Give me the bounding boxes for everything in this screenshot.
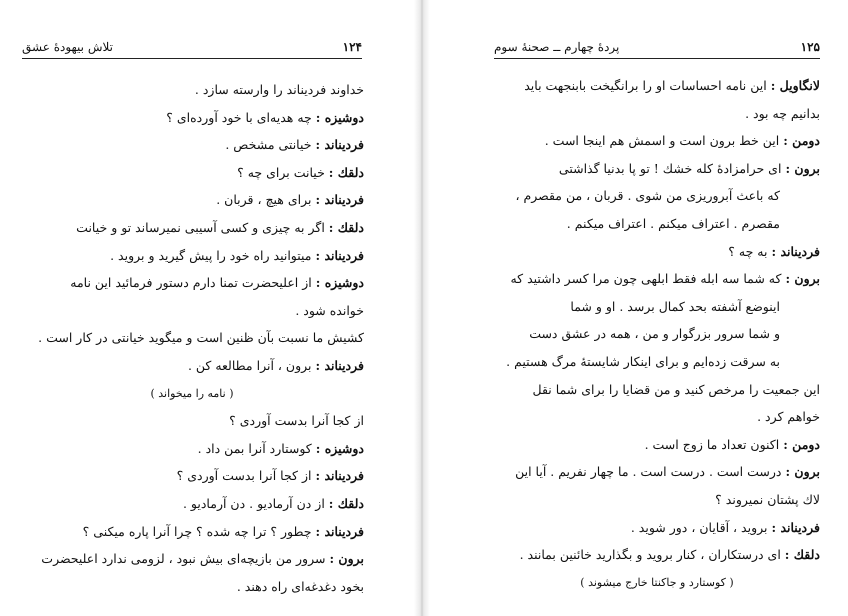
speaker-name: دلقك : (328, 495, 364, 511)
dialogue-line (20, 214, 364, 242)
dialogue-line (494, 182, 820, 210)
speaker-name: فردیناند : (315, 137, 364, 153)
stage-direction (20, 380, 364, 408)
left-page-header (22, 38, 362, 59)
dialogue-line (20, 297, 364, 325)
line-text: ای درستکاران ، کنار بروید و بگذارید خائنین بمانند . (519, 547, 781, 563)
line-text: مقصرم . اعتراف میکنم . اعتراف میکنم . (566, 215, 780, 231)
dialogue-line (20, 573, 364, 601)
speaker-name: لانگاویل : (770, 78, 820, 93)
dialogue-line (20, 518, 364, 546)
dialogue-line (20, 407, 364, 435)
line-text: ( کوستارد و جاکنتا خارج میشوند ) (580, 575, 734, 589)
speaker-name: فردیناند : (315, 357, 364, 373)
speaker-name: دلقك : (328, 164, 364, 180)
dialogue-line (20, 269, 364, 297)
line-text: ای حرامزادهٔ کله خشك ! تو پا بدنیا گذاشتی (558, 160, 782, 176)
dialogue-line (20, 352, 364, 380)
right-page-header (494, 38, 820, 59)
speaker-name: دوشیزه : (315, 275, 364, 291)
line-text: کوستارد آنرا بمن داد . (197, 440, 312, 456)
line-text: برون ، آنرا مطالعه کن . (187, 357, 312, 373)
line-text: چطور ؟ ترا چه شده ؟ چرا آنرا پاره میکنی ؟ (82, 523, 312, 539)
dialogue-line (494, 127, 820, 155)
right-page-body (494, 72, 820, 596)
speaker-name: دومن : (783, 133, 820, 149)
line-text: خوانده شود . (295, 302, 364, 318)
line-text: سرور من بازیچه‌ای بیش نبود ، لزومی ندارد اعلیحضرت (41, 551, 326, 567)
dialogue-line (20, 242, 364, 270)
line-text: که شما سه ابله فقط ابلهی چون مرا کسر داشتید که (510, 271, 782, 287)
dialogue-line (20, 324, 364, 352)
line-text: این جمعیت را مرخص کنید و من قضایا را برای شما نقل (532, 381, 820, 397)
speaker-name: برون : (785, 160, 820, 176)
speaker-name: دلقك : (328, 219, 364, 235)
line-text: اکنون تعداد ما زوج است . (644, 436, 780, 452)
speaker-name: فردیناند : (315, 192, 364, 208)
line-text: اینوضع آشفته بحد کمال برسد . او و شما (570, 298, 780, 314)
line-text: از دن آرمادیو . دن آرمادیو . (182, 495, 325, 511)
speaker-name: فردیناند : (771, 243, 820, 259)
dialogue-line (20, 545, 364, 573)
stage-direction (494, 569, 820, 597)
page-number: ۱۲۴ (342, 40, 362, 54)
line-text: از کجا آنرا بدست آوردی ؟ (176, 468, 312, 484)
line-text: این نامه احساسات او را برانگیخت بابنجهت باید (524, 78, 767, 93)
line-text: و شما سرور بزرگوار و من ، همه در عشق دست (529, 326, 780, 342)
line-text: لاك پشتان نمیروند ؟ (715, 491, 820, 507)
dialogue-line (494, 376, 820, 404)
book-gutter (414, 0, 430, 616)
dialogue-line (20, 159, 364, 187)
dialogue-line (20, 462, 364, 490)
dialogue-line (20, 435, 364, 463)
line-text: که باعث آبروریزی من شوی . قربان ، من مقصرم ، (515, 188, 780, 204)
speaker-name: برون : (785, 271, 820, 287)
speaker-name: فردیناند : (771, 519, 820, 535)
dialogue-line (494, 458, 820, 486)
line-text: به سرقت زده‌ایم و برای اینکار شایستهٔ مرگ هستیم . (506, 353, 780, 369)
dialogue-line (494, 348, 820, 376)
speaker-name: دوشیزه : (315, 440, 364, 456)
page-number: ۱۲۵ (800, 40, 820, 54)
line-text: از اعلیحضرت تمنا دارم دستور فرمائید این نامه (70, 275, 312, 291)
dialogue-line (494, 72, 820, 100)
running-title: تلاش بیهودهٔ عشق (22, 40, 113, 54)
dialogue-line (494, 293, 820, 321)
dialogue-line (494, 238, 820, 266)
dialogue-line (20, 131, 364, 159)
line-text: خداوند فردیناند را وارسته سازد . (194, 82, 364, 97)
line-text: برای هیچ ، قربان . (216, 192, 312, 208)
line-text: درست است . درست است . ما چهار نفریم . آیا این (515, 464, 782, 480)
line-text: کشیش ما نسبت بآن ظنین است و میگوید خیانتی در کار است . (38, 330, 364, 346)
dialogue-line (494, 514, 820, 542)
dialogue-line (494, 486, 820, 514)
dialogue-line (20, 76, 364, 104)
dialogue-line (494, 541, 820, 569)
line-text: میتوانید راه خود را پیش گیرید و بروید . (110, 247, 312, 263)
dialogue-line (20, 186, 364, 214)
speaker-name: دلقك : (784, 547, 820, 563)
line-text: بخود دغدغه‌ای راه دهند . (236, 578, 364, 594)
speaker-name: برون : (785, 464, 820, 480)
speaker-name: فردیناند : (315, 247, 364, 263)
line-text: از کجا آنرا بدست آوردی ؟ (229, 413, 364, 429)
dialogue-line (20, 490, 364, 518)
line-text: به چه ؟ (728, 243, 768, 259)
line-text: این خط برون است و اسمش هم اینجا است . (544, 133, 780, 149)
right-page (430, 0, 848, 616)
dialogue-line (20, 104, 364, 132)
line-text: خیانتی مشخص . (225, 137, 312, 153)
running-title: پردهٔ چهارم ــ صحنهٔ سوم (494, 40, 620, 54)
speaker-name: برون : (329, 551, 364, 567)
line-text: بدانیم چه بود . (745, 105, 820, 121)
left-page-body (20, 76, 364, 600)
speaker-name: دوشیزه : (315, 109, 364, 125)
speaker-name: فردیناند : (315, 523, 364, 539)
dialogue-line (494, 403, 820, 431)
left-page (0, 0, 414, 616)
line-text: ( نامه را میخواند ) (150, 386, 234, 400)
line-text: چه هدیه‌ای با خود آورده‌ای ؟ (166, 109, 312, 125)
line-text: اگر به چیزی و کسی آسیبی نمیرساند تو و خیانت (76, 219, 325, 235)
dialogue-line (494, 210, 820, 238)
speaker-name: فردیناند : (315, 468, 364, 484)
line-text: بروید ، آقایان ، دور شوید . (630, 519, 768, 535)
dialogue-line (494, 155, 820, 183)
line-text: خواهم کرد . (757, 409, 820, 425)
dialogue-line (494, 265, 820, 293)
line-text: خیانت برای چه ؟ (237, 164, 325, 180)
dialogue-line (494, 100, 820, 128)
speaker-name: دومن : (783, 436, 820, 452)
dialogue-line (494, 431, 820, 459)
dialogue-line (494, 320, 820, 348)
